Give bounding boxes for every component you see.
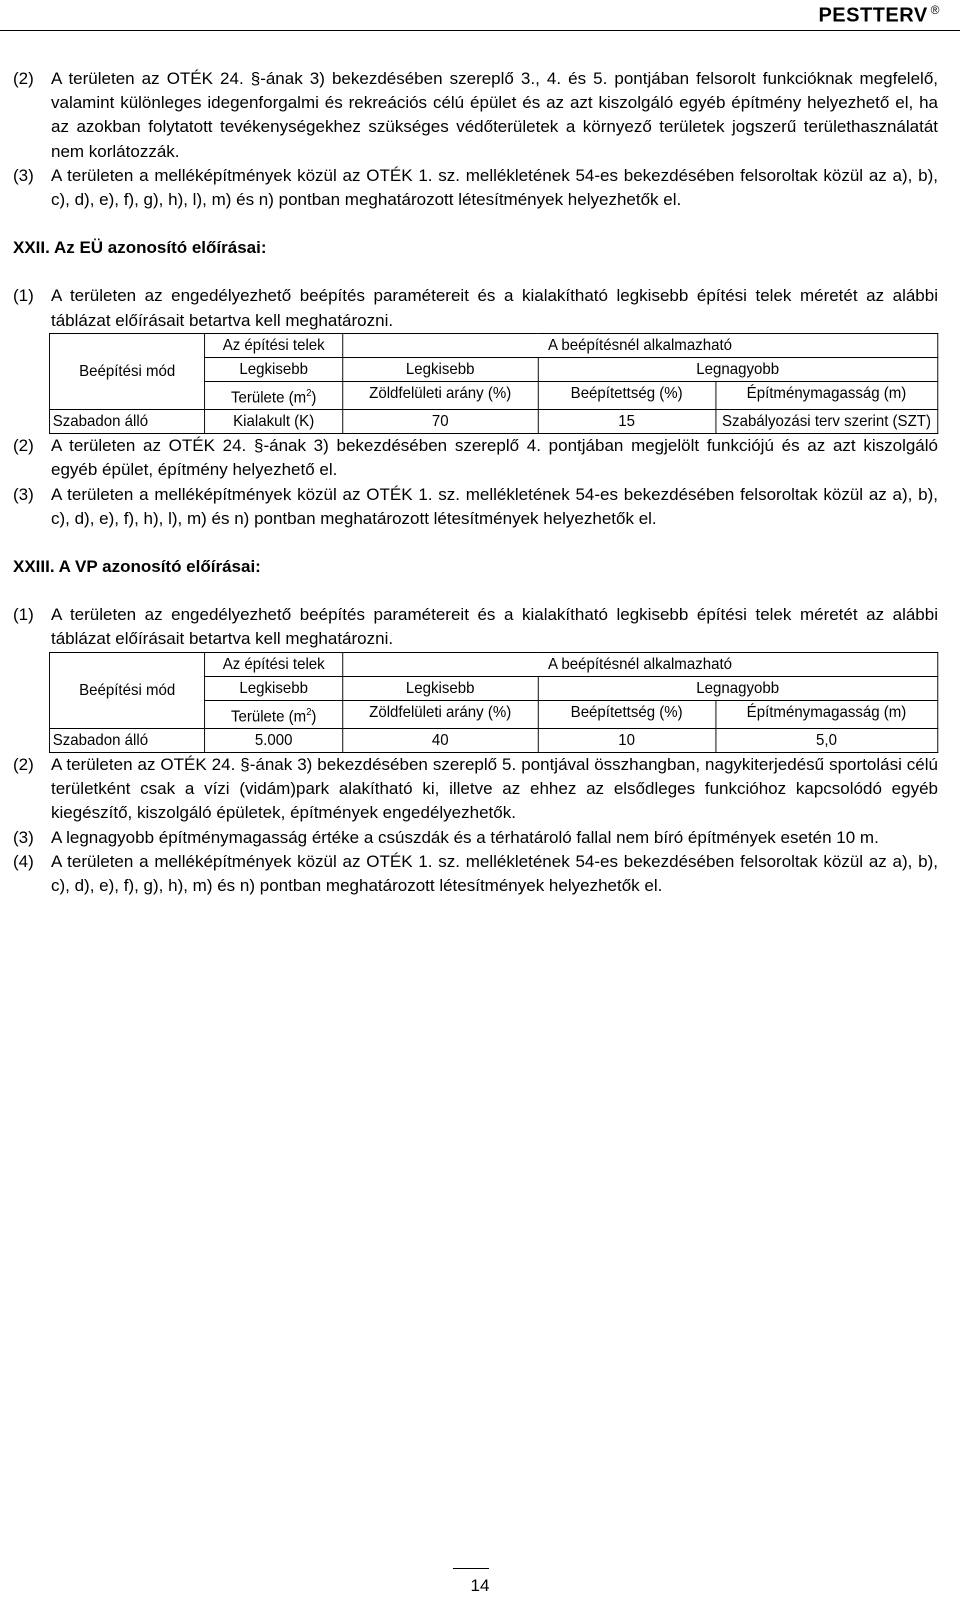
header-group-plot: Az építési telek: [205, 652, 343, 676]
paragraph-text: A legnagyobb építménymagasság értéke a csúszdák és a térhatároló fallal nem bíró építmények esetén 10 m.: [51, 827, 879, 847]
paragraph-number: (3): [13, 165, 34, 185]
paragraph-eu-2: [13, 434, 938, 482]
vp-parameter-table: [49, 652, 938, 753]
paragraph-number: (2): [13, 69, 34, 88]
header-built-ratio: Beépítettség (%): [538, 381, 716, 409]
header-group-plot: Az építési telek: [205, 333, 343, 357]
paragraph-vp-1: [13, 603, 938, 651]
paragraph-vp-4: [13, 850, 938, 898]
header-green-ratio: Zöldfelületi arány (%): [343, 381, 538, 409]
paragraph-text: A területen a melléképítmények közül az OTÉK 1. sz. mellékletének 54-es bekezdésében felsoroltak közül az a), b), c), d), e), f), h), l), m) és n) pontban meghatározott létesítmények helyezhetők el.: [51, 484, 938, 528]
page-number-rule: [453, 1568, 489, 1569]
registered-mark: ®: [930, 3, 940, 17]
paragraph-prev-3: [13, 164, 938, 212]
paragraph-number: (4): [13, 851, 34, 871]
document-header-title: [818, 3, 940, 28]
table-row: [49, 728, 937, 752]
section-heading-vp: XXIII. A VP azonosító előírásai:: [13, 556, 261, 576]
cell-build-mode: Szabadon álló: [49, 410, 204, 434]
paragraph-text: A területen az engedélyezhető beépítés paramétereit és a kialakítható legkisebb építési telek méretét az alábbi táblázat előírásait betartva kell meghatározni.: [51, 605, 938, 649]
cell-built-ratio: 10: [538, 728, 716, 752]
header-building-height: Építménymagasság (m): [715, 381, 937, 409]
paragraph-number: (2): [13, 754, 34, 774]
paragraph-number: (3): [13, 484, 34, 504]
paragraph-text: A területen az engedélyezhető beépítés paramétereit és a kialakítható legkisebb építési telek méretét az alábbi táblázat előírásait betartva kell meghatározni.: [51, 286, 938, 330]
paragraph-number: (1): [13, 286, 34, 306]
cell-area: 5.000: [205, 728, 343, 752]
header-area: Területe $(m^2)$: [205, 700, 343, 728]
header-min-1: Legkisebb: [205, 676, 343, 700]
paragraph-text: A területen a melléképítmények közül az OTÉK 1. sz. mellékletének 54-es bekezdésében felsoroltak közül az a), b), c), d), e), f), g), h), m) és n) pontban meghatározott létesítmények helyezhetők el.: [51, 851, 938, 895]
header-max: Legnagyobb: [538, 357, 938, 381]
paragraph-number: (2): [13, 436, 34, 456]
paragraph-eu-1: [13, 284, 938, 332]
paragraph-text: A területen az OTÉK 24. §-ának 3) bekezdésében szereplő 4. pontjában megjelölt funkciójú és az azt kiszolgáló egyéb épület, építmény helyezhető el.: [51, 436, 938, 480]
header-max: Legnagyobb: [538, 676, 938, 700]
header-title-text: PESTTERV: [818, 4, 928, 27]
cell-building-height: 5,0: [715, 728, 937, 752]
paragraph-prev-2: [13, 67, 938, 164]
header-rule: [0, 30, 960, 31]
header-built-ratio: Beépítettség (%): [538, 700, 716, 728]
paragraph-eu-3: [13, 483, 938, 531]
section-heading-eu: XXII. Az EÜ azonosító előírásai:: [13, 238, 267, 258]
header-building-height: Építménymagasság (m): [715, 700, 937, 728]
paragraph-text: A területen a melléképítmények közül az OTÉK 1. sz. mellékletének 54-es bekezdésében felsoroltak közül az a), b), c), d), e), f), g), h), l), m) és n) pontban meghatározott létesítmények helyezhetők el.: [51, 165, 938, 210]
paragraph-text: A területen az OTÉK 24. §-ának 3) bekezdésében szereplő 5. pontjával összhangban, nagykiterjedésű sportolási célú területként csak a vízi (vidám)park alakítható ki, illetve az ehhez az elsődleges funkcióhoz kapcsolódó egyéb kiegészítő, kiszolgáló épületek, építmények engedélyezhetők.: [51, 754, 938, 823]
cell-area: Kialakult (K): [205, 410, 343, 434]
eu-parameter-table: [49, 333, 938, 434]
document-body: [13, 67, 938, 898]
cell-built-ratio: 15: [538, 410, 716, 434]
paragraph-vp-2: [13, 753, 938, 826]
header-min-2: Legkisebb: [343, 357, 538, 381]
header-group-build: A beépítésnél alkalmazható: [343, 333, 938, 357]
header-area: Területe $(m^2)$: [205, 381, 343, 409]
cell-build-mode: Szabadon álló: [49, 728, 204, 752]
cell-building-height: Szabályozási terv szerint (SZT): [715, 410, 937, 434]
header-build-mode: Beépítési mód: [49, 652, 204, 728]
table-row: [49, 410, 937, 434]
cell-green-ratio: 40: [343, 728, 538, 752]
cell-green-ratio: 70: [343, 410, 538, 434]
header-green-ratio: Zöldfelületi arány (%): [343, 700, 538, 728]
paragraph-number: (1): [13, 605, 34, 625]
paragraph-number: (3): [13, 827, 34, 847]
page-number: 14: [470, 1576, 490, 1595]
header-group-build: A beépítésnél alkalmazható: [343, 652, 938, 676]
header-min-1: Legkisebb: [205, 357, 343, 381]
header-build-mode: Beépítési mód: [49, 333, 204, 409]
header-min-2: Legkisebb: [343, 676, 538, 700]
paragraph-text: A területen az OTÉK 24. §-ának 3) bekezdésében szereplő 3., 4. és 5. pontjában felsorolt funkcióknak megfelelő, valamint különleges idegenforgalmi és rekreációs célú épület és az azt kiszolgáló egyéb építmény helyezhető el, ha az azokban folytatott tevékenységekhez szükséges védőterületek a környező területek jogszerű területhasználatát nem korlátozzák.: [51, 69, 938, 161]
paragraph-vp-3: [13, 826, 938, 850]
